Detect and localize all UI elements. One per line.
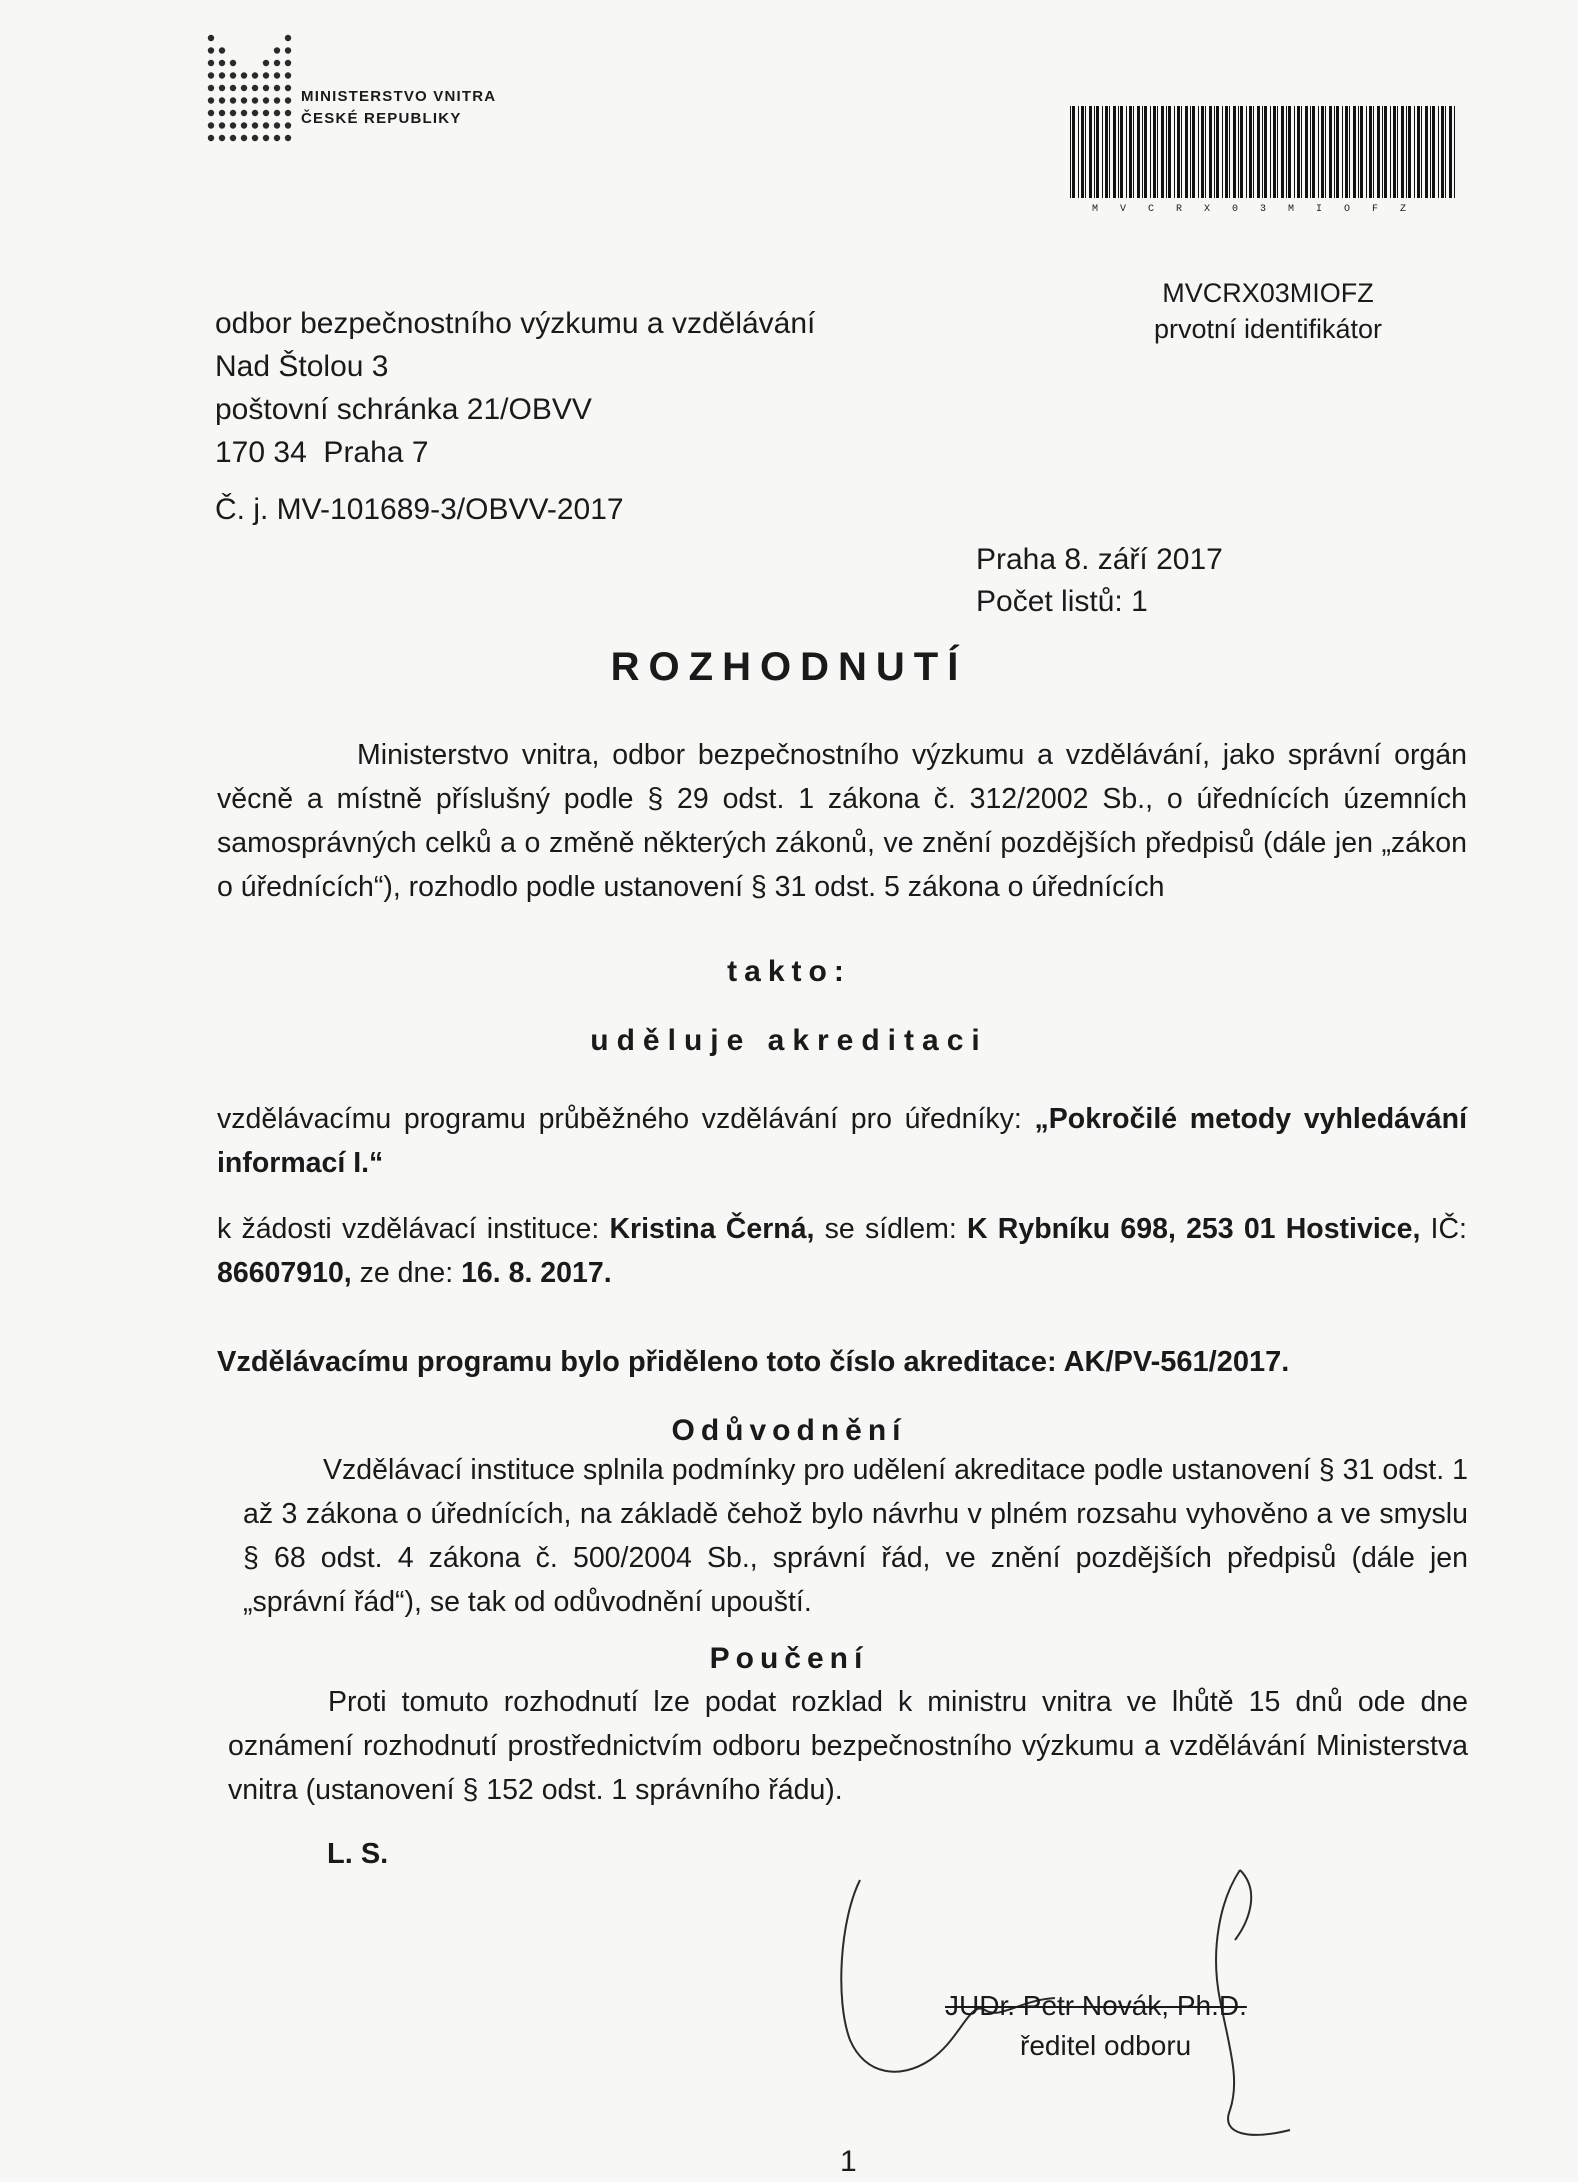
- institution-address: K Rybníku 698, 253 01 Hostivice,: [967, 1213, 1421, 1245]
- identifier: MVCRX03MIOFZ: [1162, 278, 1374, 308]
- request-date: 16. 8. 2017.: [461, 1257, 612, 1289]
- program-name: „Pokročilé metody vyhledávání informací I.“: [217, 1103, 1467, 1179]
- sender-line: 170 34 Praha 7: [215, 436, 429, 469]
- request-text: k žádosti vzdělávací instituce:: [217, 1213, 610, 1245]
- instruction-text: Proti tomuto rozhodnutí lze podat rozklad k ministru vnitra ve lhůtě 15 dnů ode dne oznámení rozhodnutí prostřednictvím odboru bezpečnostního výzkumu a vzdělávání Ministerstva vnitra (ustanovení § 152 odst. 1 správního řádu).: [228, 1686, 1468, 1806]
- sender-line: Nad Štolou 3: [215, 350, 389, 383]
- instruction-heading: Poučení: [709, 1642, 869, 1675]
- document-date: Praha 8. září 2017: [976, 543, 1223, 576]
- sheet-count: Počet listů: 1: [976, 585, 1148, 618]
- sender-line: odbor bezpečnostního výzkumu a vzdělávání: [215, 307, 816, 340]
- document-title: ROZHODNUTÍ: [610, 645, 968, 689]
- request-paragraph: [217, 1207, 1467, 1295]
- request-text: se sídlem:: [814, 1213, 968, 1245]
- program-prefix: vzdělávacímu programu průběžného vzdělávání pro úředníky:: [217, 1103, 1035, 1135]
- date-block: [976, 539, 1223, 623]
- ministry-name-line1: MINISTERSTVO VNITRA: [301, 88, 497, 105]
- identifier-label: prvotní identifikátor: [1153, 314, 1383, 344]
- ministry-name-line2: ČESKÉ REPUBLIKY: [301, 110, 462, 127]
- signatory-name: JUDr. Petr Novák, Ph.D.: [945, 1990, 1247, 2021]
- sender-line: poštovní schránka 21/OBVV: [215, 393, 592, 426]
- decision-statement: uděluje akreditaci: [590, 1024, 988, 1057]
- page-number: 1: [840, 2145, 857, 2178]
- sender-address: [215, 302, 815, 474]
- reference-number: Č. j. MV-101689-3/OBVV-2017: [215, 493, 624, 526]
- signatory-role: ředitel odboru: [1020, 2030, 1192, 2061]
- reasoning-paragraph: [243, 1448, 1468, 1624]
- intro-paragraph: [217, 733, 1467, 909]
- reasoning-text: Vzdělávací instituce splnila podmínky pro udělení akreditace podle ustanovení § 31 odst. 1 až 3 zákona o úřednících, na základě čehož bylo návrhu v plném rozsahu vyhověno a ve smyslu § 68 odst. 4 zákona č. 500/2004 Sb., správní řád, ve znění pozdějších předpisů (dále jen „správní řád“), se tak od odůvodnění upouští.: [243, 1454, 1468, 1618]
- ministry-name: [301, 86, 496, 130]
- request-text: ze dne:: [351, 1257, 462, 1289]
- reasoning-heading: Odůvodnění: [671, 1414, 907, 1447]
- accreditation-number: Vzdělávacímu programu bylo přiděleno toto číslo akreditace: AK/PV-561/2017.: [217, 1346, 1290, 1378]
- ministry-logo: [205, 32, 297, 152]
- intro-text: Ministerstvo vnitra, odbor bezpečnostního výzkumu a vzdělávání, jako správní orgán věcně a místně příslušný podle § 29 odst. 1 zákona č. 312/2002 Sb., o úřednících územních samosprávných celků a o změně některých zákonů, ve znění pozdějších předpisů (dále jen „zákon o úřednících“), rozhodlo podle ustanovení § 31 odst. 5 zákona o úřednících: [217, 739, 1467, 903]
- takto-label: takto:: [727, 955, 851, 988]
- institution-name: Kristina Černá,: [609, 1213, 815, 1245]
- institution-ico: 86607910,: [217, 1257, 352, 1289]
- request-text: IČ:: [1420, 1213, 1467, 1245]
- identifier-block: [1148, 275, 1388, 347]
- barcode-caption: MVCRX03MIOFZ: [1092, 204, 1429, 215]
- locus-sigilli: L. S.: [327, 1838, 389, 1870]
- program-paragraph: [217, 1097, 1467, 1185]
- instruction-paragraph: [228, 1680, 1468, 1812]
